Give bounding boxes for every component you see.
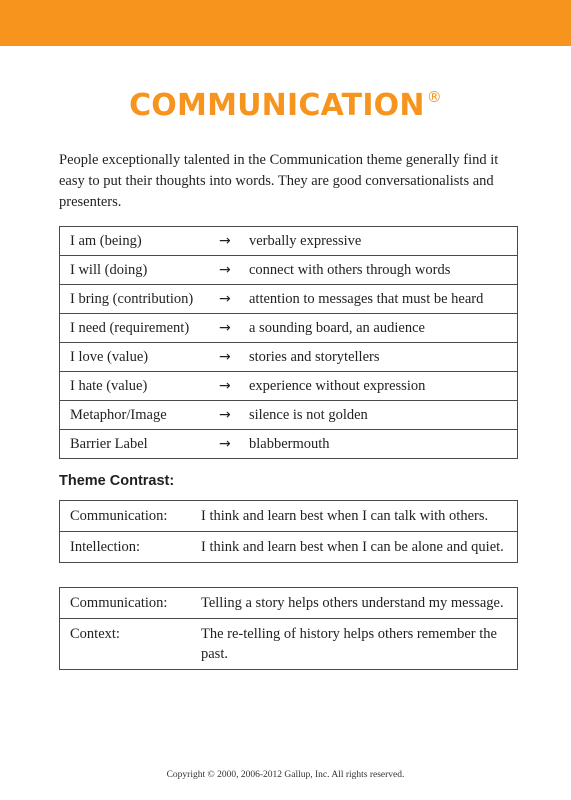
theme-contrast-table bbox=[59, 587, 518, 670]
contrast-text: The re-telling of history helps others remember the past. bbox=[201, 619, 518, 670]
arrow-icon: → bbox=[215, 343, 249, 372]
trait-label: I will (doing) bbox=[60, 256, 216, 285]
contrast-theme: Context: bbox=[60, 619, 202, 670]
trait-label: I hate (value) bbox=[60, 372, 216, 401]
trait-value: stories and storytellers bbox=[249, 343, 518, 372]
table-row bbox=[60, 532, 518, 563]
table-row bbox=[60, 343, 518, 372]
trait-value: blabbermouth bbox=[249, 430, 518, 459]
table-row bbox=[60, 285, 518, 314]
theme-contrast-heading: Theme Contrast: bbox=[59, 473, 175, 489]
contrast-text: I think and learn best when I can talk with others. bbox=[201, 501, 518, 532]
table-row bbox=[60, 314, 518, 343]
contrast-theme: Communication: bbox=[60, 501, 202, 532]
top-color-band bbox=[0, 0, 571, 46]
theme-contrast-table bbox=[59, 500, 518, 563]
arrow-icon: → bbox=[215, 227, 249, 256]
arrow-icon: → bbox=[215, 285, 249, 314]
trait-value: a sounding board, an audience bbox=[249, 314, 518, 343]
trait-label: I love (value) bbox=[60, 343, 216, 372]
title-text: COMMUNICATION bbox=[129, 88, 425, 123]
contrast-theme: Intellection: bbox=[60, 532, 202, 563]
trait-label: I am (being) bbox=[60, 227, 216, 256]
table-row bbox=[60, 256, 518, 285]
table-row bbox=[60, 619, 518, 670]
trait-value: connect with others through words bbox=[249, 256, 518, 285]
trait-value: attention to messages that must be heard bbox=[249, 285, 518, 314]
arrow-icon: → bbox=[215, 401, 249, 430]
trait-value: experience without expression bbox=[249, 372, 518, 401]
trait-value: verbally expressive bbox=[249, 227, 518, 256]
table-row bbox=[60, 401, 518, 430]
arrow-icon: → bbox=[215, 256, 249, 285]
table-row bbox=[60, 430, 518, 459]
trait-label: Metaphor/Image bbox=[60, 401, 216, 430]
contrast-text: I think and learn best when I can be alone and quiet. bbox=[201, 532, 518, 563]
intro-paragraph: People exceptionally talented in the Communication theme generally find it easy to put their thoughts into words. They are good conversationalists and presenters. bbox=[59, 152, 499, 210]
trait-label: Barrier Label bbox=[60, 430, 216, 459]
page-title bbox=[0, 88, 571, 123]
theme-traits-table bbox=[59, 226, 518, 459]
trait-label: I bring (contribution) bbox=[60, 285, 216, 314]
contrast-text: Telling a story helps others understand my message. bbox=[201, 588, 518, 619]
table-row bbox=[60, 372, 518, 401]
arrow-icon: → bbox=[215, 314, 249, 343]
table-row bbox=[60, 227, 518, 256]
arrow-icon: → bbox=[215, 430, 249, 459]
contrast-theme: Communication: bbox=[60, 588, 202, 619]
copyright-notice: Copyright © 2000, 2006-2012 Gallup, Inc. All rights reserved. bbox=[166, 770, 405, 780]
trait-label: I need (requirement) bbox=[60, 314, 216, 343]
trait-value: silence is not golden bbox=[249, 401, 518, 430]
table-row bbox=[60, 501, 518, 532]
registered-mark: ® bbox=[426, 88, 442, 106]
table-row bbox=[60, 588, 518, 619]
arrow-icon: → bbox=[215, 372, 249, 401]
